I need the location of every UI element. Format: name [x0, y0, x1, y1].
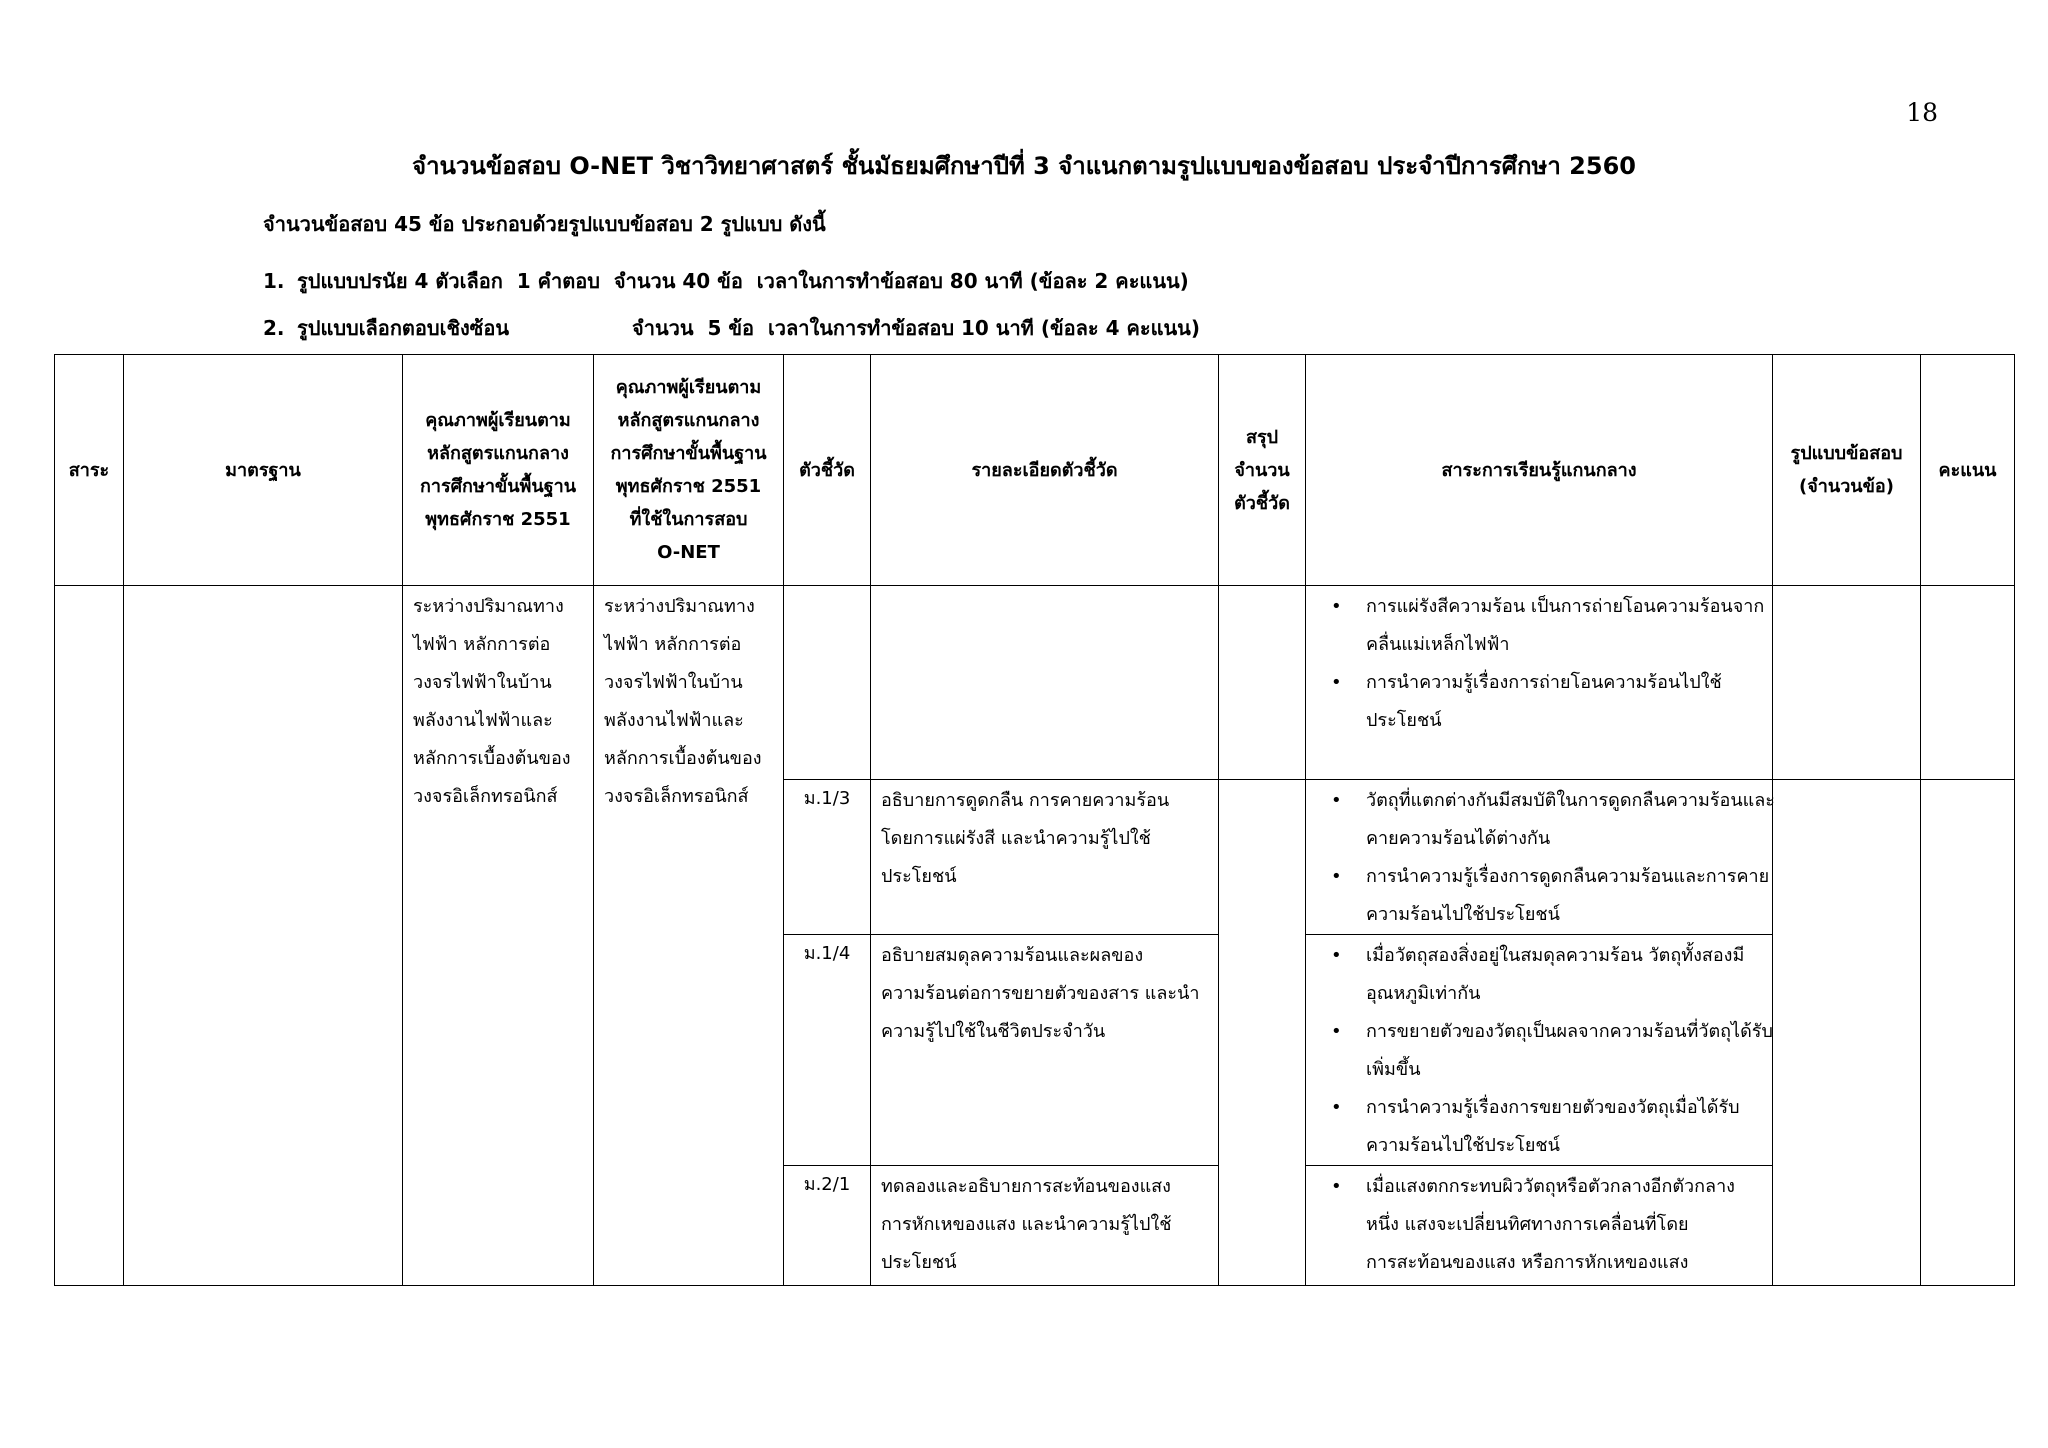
format-detail: จำนวน 40 ข้อ เวลาในการทำข้อสอบ 80 นาที (ข้อละ 2 คะแนน): [599, 269, 1189, 293]
header-line: ที่ใช้ในการสอบ: [629, 509, 748, 530]
text-line: วงจรอิเล็กทรอนิกส์: [604, 786, 749, 807]
score-cell: [1921, 780, 2015, 1286]
curriculum-table: [54, 354, 2015, 1286]
core-content-cell: [1306, 586, 1773, 780]
header-quality-2551: [403, 355, 594, 586]
text-line: ประโยชน์: [881, 866, 957, 887]
text-line: หลักการเบื้องต้นของ: [413, 748, 571, 769]
header-indicator-detail: รายละเอียดตัวชี้วัด: [871, 355, 1219, 586]
core-content-cell: [1306, 935, 1773, 1166]
summary-cell: [1219, 586, 1306, 780]
header-line: การศึกษาขั้นพื้นฐาน: [610, 443, 767, 464]
strand-cell: [55, 586, 124, 1286]
text-line: คลื่นแม่เหล็กไฟฟ้า: [1366, 634, 1510, 655]
text-line: วงจรไฟฟ้าในบ้าน: [413, 672, 552, 693]
format-name: รูปแบบเลือกตอบเชิงซ้อน: [297, 316, 510, 340]
quality-exam-cell: [594, 586, 784, 1286]
text-line: ประโยชน์: [1366, 710, 1442, 731]
text-line: วัตถุที่แตกต่างกันมีสมบัติในการดูดกลืนความร้อนและ: [1366, 790, 1775, 811]
text-line: ระหว่างปริมาณทาง: [604, 596, 755, 617]
exam-intro: จำนวนข้อสอบ 45 ข้อ ประกอบด้วยรูปแบบข้อสอบ 2 รูปแบบ ดังนี้: [263, 212, 826, 236]
header-line: หลักสูตรแกนกลาง: [427, 443, 569, 464]
indicator-cell: ม.1/3: [784, 780, 871, 935]
format-number: 1.: [263, 269, 285, 293]
text-line: ความร้อนไปใช้ประโยชน์: [1366, 904, 1560, 925]
text-line: หลักการเบื้องต้นของ: [604, 748, 762, 769]
header-summary: [1219, 355, 1306, 586]
header-quality-exam: [594, 355, 784, 586]
text-line: คายความร้อนได้ต่างกัน: [1366, 828, 1551, 849]
exam-format-cell: [1773, 780, 1921, 1286]
header-line: จำนวน: [1234, 459, 1290, 481]
bullet-icon: •: [1331, 596, 1342, 617]
text-line: ความร้อนต่อการขยายตัวของสาร และนำ: [881, 983, 1200, 1004]
text-line: พลังงานไฟฟ้าและ: [604, 710, 744, 731]
header-line: คุณภาพผู้เรียนตาม: [615, 377, 762, 398]
header-exam-format: [1773, 355, 1921, 586]
list-item: [1316, 858, 1770, 934]
text-line: การหักเหของแสง และนำความรู้ไปใช้: [881, 1214, 1172, 1235]
format-number: 2.: [263, 316, 285, 340]
header-line: ตัวชี้วัด: [1234, 492, 1290, 514]
exam-format-2: [263, 312, 1200, 344]
text-line: วงจรไฟฟ้าในบ้าน: [604, 672, 743, 693]
text-line: หนึ่ง แสงจะเปลี่ยนทิศทางการเคลื่อนที่โดย: [1366, 1214, 1689, 1235]
indicator-detail-cell: [871, 780, 1219, 935]
text-line: อุณหภูมิเท่ากัน: [1366, 983, 1481, 1004]
list-item: [1316, 1089, 1764, 1165]
indicator-detail-cell: [871, 1166, 1219, 1286]
bullet-icon: •: [1331, 1176, 1342, 1197]
list-item: [1316, 937, 1764, 1013]
document-title: จำนวนข้อสอบ O-NET วิชาวิทยาศาสตร์ ชั้นมัธยมศึกษาปีที่ 3 จำแนกตามรูปแบบของข้อสอบ ประจำปีการศึกษา 2560: [412, 152, 1636, 180]
format-name: รูปแบบปรนัย 4 ตัวเลือก 1 คำตอบ: [297, 269, 600, 293]
header-line: O-NET: [657, 542, 720, 563]
indicator-detail-cell: [871, 935, 1219, 1166]
indicator-cell: ม.2/1: [784, 1166, 871, 1286]
text-line: การนำความรู้เรื่องการดูดกลืนความร้อนและการคาย: [1366, 866, 1770, 887]
text-line: อธิบายสมดุลความร้อนและผลของ: [881, 945, 1144, 966]
list-item: [1316, 664, 1764, 740]
list-item: [1316, 1168, 1764, 1282]
header-line: รูปแบบข้อสอบ: [1790, 443, 1903, 464]
bullet-icon: •: [1331, 866, 1342, 887]
text-line: ไฟฟ้า หลักการต่อ: [604, 634, 742, 655]
text-line: การแผ่รังสีความร้อน เป็นการถ่ายโอนความร้อนจาก: [1366, 596, 1765, 617]
summary-cell: [1219, 780, 1306, 1286]
text-line: ระหว่างปริมาณทาง: [413, 596, 564, 617]
core-content-cell: [1306, 1166, 1773, 1286]
quality-2551-cell: [403, 586, 594, 1286]
list-item: [1316, 588, 1764, 664]
score-cell: [1921, 586, 2015, 780]
text-line: การสะท้อนของแสง หรือการหักเหของแสง: [1366, 1252, 1689, 1273]
header-line: พุทธศักราช 2551: [615, 476, 762, 497]
format-detail: จำนวน 5 ข้อ เวลาในการทำข้อสอบ 10 นาที (ข้อละ 4 คะแนน): [632, 316, 1200, 340]
text-line: โดยการแผ่รังสี และนำความรู้ไปใช้: [881, 828, 1151, 849]
text-line: เพิ่มขึ้น: [1366, 1059, 1421, 1080]
standard-cell: [124, 586, 403, 1286]
text-line: ประโยชน์: [881, 1252, 957, 1273]
header-score: คะแนน: [1921, 355, 2015, 586]
text-line: เมื่อวัตถุสองสิ่งอยู่ในสมดุลความร้อน วัตถุทั้งสองมี: [1366, 945, 1745, 966]
table-row: [55, 586, 2015, 780]
page-number: 18: [1906, 98, 1938, 127]
bullet-icon: •: [1331, 1021, 1342, 1042]
header-line: (จำนวนข้อ): [1799, 476, 1894, 497]
text-line: อธิบายการดูดกลืน การคายความร้อน: [881, 790, 1170, 811]
list-item: [1316, 782, 1775, 858]
header-line: พุทธศักราช 2551: [425, 509, 571, 530]
table-header-row: [55, 355, 2015, 586]
header-indicator: ตัวชี้วัด: [784, 355, 871, 586]
bullet-icon: •: [1331, 945, 1342, 966]
header-standard: มาตรฐาน: [124, 355, 403, 586]
header-core-content: สาระการเรียนรู้แกนกลาง: [1306, 355, 1773, 586]
core-content-cell: [1306, 780, 1773, 935]
indicator-cell: ม.1/4: [784, 935, 871, 1166]
header-line: หลักสูตรแกนกลาง: [617, 410, 760, 431]
list-item: [1316, 1013, 1773, 1089]
text-line: การนำความรู้เรื่องการถ่ายโอนความร้อนไปใช้: [1366, 672, 1722, 693]
exam-format-cell: [1773, 586, 1921, 780]
text-line: ทดลองและอธิบายการสะท้อนของแสง: [881, 1176, 1171, 1197]
text-line: เมื่อแสงตกกระทบผิววัตถุหรือตัวกลางอีกตัวกลาง: [1366, 1176, 1735, 1197]
bullet-icon: •: [1331, 1097, 1342, 1118]
bullet-icon: •: [1331, 790, 1342, 811]
text-line: วงจรอิเล็กทรอนิกส์: [413, 786, 558, 807]
header-line: คุณภาพผู้เรียนตาม: [425, 410, 571, 431]
header-line: การศึกษาขั้นพื้นฐาน: [419, 476, 577, 497]
exam-format-1: [263, 265, 1189, 297]
header-strand: สาระ: [55, 355, 124, 586]
indicator-cell: [784, 586, 871, 780]
text-line: การขยายตัวของวัตถุเป็นผลจากความร้อนที่วัตถุได้รับ: [1366, 1021, 1773, 1042]
text-line: ความร้อนไปใช้ประโยชน์: [1366, 1135, 1560, 1156]
text-line: ความรู้ไปใช้ในชีวิตประจำวัน: [881, 1021, 1106, 1042]
indicator-detail-cell: [871, 586, 1219, 780]
bullet-icon: •: [1331, 672, 1342, 693]
header-line: สรุป: [1245, 426, 1279, 448]
text-line: การนำความรู้เรื่องการขยายตัวของวัตถุเมื่อได้รับ: [1366, 1097, 1740, 1118]
text-line: พลังงานไฟฟ้าและ: [413, 710, 553, 731]
text-line: ไฟฟ้า หลักการต่อ: [413, 634, 551, 655]
